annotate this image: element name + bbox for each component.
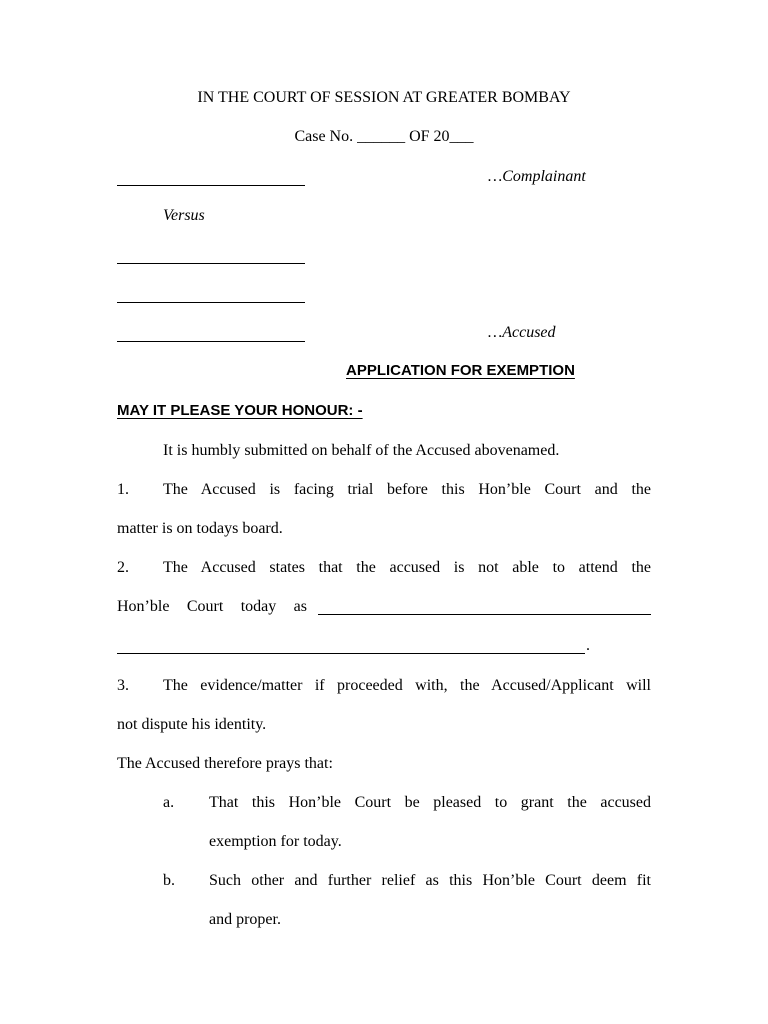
prayer-item-b-line-2: and proper. — [209, 911, 281, 928]
paragraph-2-line-3-end: . — [586, 637, 590, 654]
versus-label: Versus — [163, 207, 205, 224]
accused-name-blank-2 — [117, 302, 305, 303]
accused-name-blank-1 — [117, 263, 305, 264]
reason-blank-1 — [318, 614, 651, 615]
prayer-item-a-line-2: exemption for today. — [209, 833, 342, 850]
prayer-item-a-line-1: That this Hon’ble Court be pleased to grant the accused — [209, 794, 651, 811]
paragraph-2-number: 2. — [117, 559, 129, 576]
accused-label: …Accused — [488, 324, 556, 341]
paragraph-2-line-2: Hon’ble Court today as — [117, 598, 307, 615]
court-title: IN THE COURT OF SESSION AT GREATER BOMBAY — [197, 89, 571, 106]
application-title: APPLICATION FOR EXEMPTION — [346, 362, 575, 379]
intro-text: It is humbly submitted on behalf of the Accused abovenamed. — [163, 442, 560, 459]
paragraph-1-number: 1. — [117, 481, 129, 498]
paragraph-1-line-1: The Accused is facing trial before this Hon’ble Court and the — [163, 481, 651, 498]
paragraph-3-line-2: not dispute his identity. — [117, 716, 267, 733]
paragraph-2-line-1: The Accused states that the accused is not able to attend the — [163, 559, 651, 576]
prayer-item-a-marker: a. — [163, 794, 175, 811]
complainant-name-blank — [117, 185, 305, 186]
prayer-item-b-line-1: Such other and further relief as this Hon’ble Court deem fit — [209, 872, 651, 889]
paragraph-3-line-1: The evidence/matter if proceeded with, the Accused/Applicant will — [163, 677, 651, 694]
complainant-label: …Complainant — [488, 168, 586, 185]
prayer-item-b-marker: b. — [163, 872, 175, 889]
prayer-lead: The Accused therefore prays that: — [117, 755, 333, 772]
case-number: Case No. ______ OF 20___ — [294, 128, 474, 145]
salutation: MAY IT PLEASE YOUR HONOUR: - — [117, 402, 363, 419]
accused-name-blank-3 — [117, 341, 305, 342]
paragraph-3-number: 3. — [117, 677, 129, 694]
reason-blank-2 — [117, 653, 585, 654]
paragraph-1-line-2: matter is on todays board. — [117, 520, 283, 537]
